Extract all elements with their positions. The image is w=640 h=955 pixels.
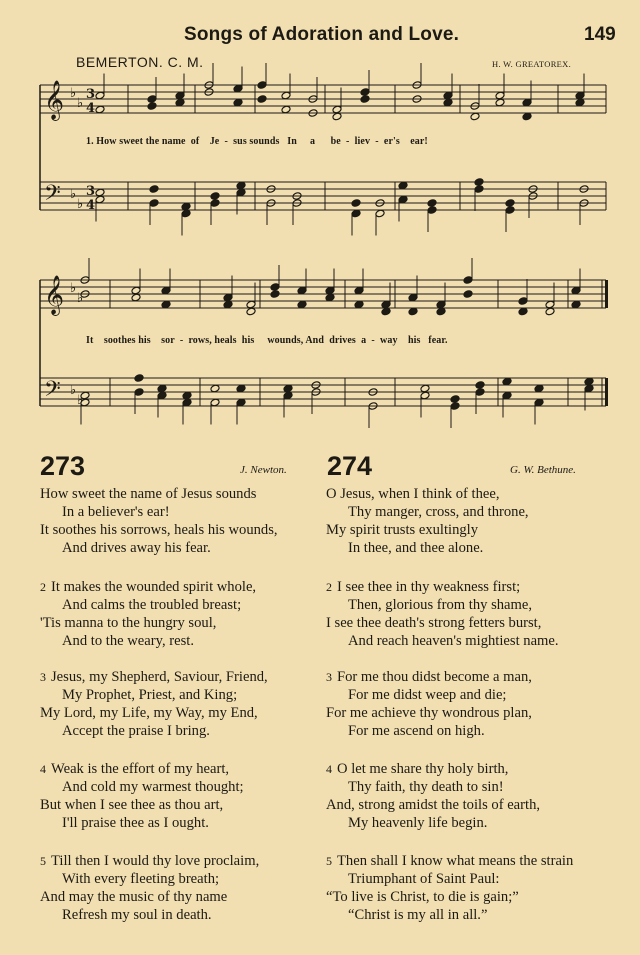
- flat-icon: ♭: [70, 86, 77, 101]
- note-head: [463, 276, 473, 285]
- stanza-line: [40, 870, 259, 888]
- note-head: [427, 206, 437, 215]
- stanza-text: My heavenly life begin.: [348, 815, 488, 831]
- stanza-line: [326, 852, 573, 870]
- stanza-273-1: [40, 485, 278, 557]
- stanza-line: [326, 686, 532, 704]
- stanza-line: [40, 521, 278, 539]
- note-head: [236, 398, 246, 407]
- note-head: [157, 391, 167, 400]
- stanza-text: O let me share thy holy birth,: [337, 761, 509, 777]
- stanza-text: And drives away his fear.: [62, 540, 211, 556]
- note-head: [233, 98, 243, 107]
- stanza-text: Accept the praise I bring.: [62, 723, 210, 739]
- lyrics-line-1: 1. How sweet the name of Je - sus sounds In a be - liev - er's ear!: [86, 136, 428, 147]
- note-head: [210, 398, 220, 407]
- stanza-line: [40, 578, 256, 596]
- flat-icon: ♭: [77, 291, 84, 306]
- stanza-number: 4: [326, 762, 332, 776]
- note-head: [236, 188, 246, 197]
- note-head: [571, 300, 581, 309]
- note-head: [182, 391, 192, 400]
- note-head: [281, 105, 291, 114]
- note-head: [175, 98, 185, 107]
- note-head: [134, 388, 144, 397]
- note-head: [325, 293, 335, 302]
- stanza-line: [326, 539, 529, 557]
- stanza-text: And cold my warmest thought;: [62, 779, 244, 795]
- stanza-number: 4: [40, 762, 46, 776]
- stanza-text: And, strong amidst the toils of earth,: [326, 797, 541, 813]
- hymn-number-273: 273: [40, 451, 86, 481]
- stanza-number: 5: [326, 854, 332, 868]
- note-head: [161, 300, 171, 309]
- stanza-text: Thy manger, cross, and throne,: [348, 504, 529, 520]
- treble-clef-icon: 𝄞: [44, 80, 65, 120]
- final-bar-line: [605, 280, 608, 308]
- note-head: [420, 384, 430, 393]
- note-head: [463, 290, 473, 299]
- stanza-line: [326, 814, 540, 832]
- note-head: [95, 188, 105, 197]
- note-head: [518, 307, 528, 316]
- note-head: [545, 300, 555, 309]
- stanza-line: [40, 614, 256, 632]
- note-head: [381, 307, 391, 316]
- note-head: [161, 286, 171, 295]
- note-head: [131, 293, 141, 302]
- stanza-line: [40, 778, 244, 796]
- stanza-text: My spirit trusts exultingly: [326, 522, 479, 538]
- note-head: [149, 199, 159, 208]
- stanza-line: [40, 704, 268, 722]
- note-head: [210, 199, 220, 208]
- note-head: [95, 105, 105, 114]
- stanza-line: [40, 814, 244, 832]
- flat-icon: ♭: [70, 187, 77, 202]
- stanza-273-2: [40, 578, 256, 650]
- note-head: [475, 388, 485, 397]
- stanza-line: [326, 596, 559, 614]
- note-head: [408, 307, 418, 316]
- stanza-text: Weak is the effort of my heart,: [51, 761, 230, 777]
- stanza-line: [326, 503, 529, 521]
- stanza-273-3: [40, 668, 268, 740]
- note-head: [281, 91, 291, 100]
- note-head: [297, 300, 307, 309]
- note-head: [354, 286, 364, 295]
- stanza-text: It soothes his sorrows, heals his wounds,: [40, 522, 278, 538]
- stanza-273-4: [40, 760, 244, 832]
- stanza-line: [326, 760, 540, 778]
- note-head: [408, 293, 418, 302]
- stanza-text: For me didst weep and die;: [348, 687, 507, 703]
- note-head: [398, 181, 408, 190]
- stanza-text: Till then I would thy love proclaim,: [51, 853, 260, 869]
- note-head: [181, 209, 191, 218]
- note-head: [575, 98, 585, 107]
- flat-icon: ♭: [77, 393, 84, 408]
- hymn-number-274: 274: [327, 451, 373, 481]
- note-head: [354, 300, 364, 309]
- note-head: [474, 185, 484, 194]
- stanza-text: With every fleeting breath;: [62, 871, 220, 887]
- note-head: [233, 84, 243, 93]
- note-head: [522, 112, 532, 121]
- treble-clef-icon: 𝄞: [44, 275, 65, 315]
- note-head: [223, 293, 233, 302]
- note-head: [283, 391, 293, 400]
- note-head: [381, 300, 391, 309]
- stanza-text: In thee, and thee alone.: [348, 540, 484, 556]
- hymn-author-273: J. Newton.: [240, 464, 287, 476]
- note-head: [534, 384, 544, 393]
- stanza-text: I see thee in thy weakness first;: [337, 579, 521, 595]
- note-head: [134, 374, 144, 383]
- note-head: [545, 307, 555, 316]
- stanza-text: How sweet the name of Jesus sounds: [40, 486, 257, 502]
- stanza-274-2: [326, 578, 559, 650]
- stanza-line: [326, 778, 540, 796]
- stanza-text: For me ascend on high.: [348, 723, 485, 739]
- note-head: [149, 185, 159, 194]
- note-head: [147, 102, 157, 111]
- stanza-text: O Jesus, when I think of thee,: [326, 486, 500, 502]
- stanza-line: [40, 632, 256, 650]
- stanza-text: Thy faith, thy death to sin!: [348, 779, 504, 795]
- note-head: [505, 199, 515, 208]
- note-head: [420, 391, 430, 400]
- page-title: Songs of Adoration and Love.: [184, 24, 460, 45]
- note-head: [283, 384, 293, 393]
- flat-icon: ♭: [77, 197, 84, 212]
- note-head: [257, 81, 267, 90]
- note-head: [495, 98, 505, 107]
- note-head: [325, 286, 335, 295]
- stanza-text: My Prophet, Priest, and King;: [62, 687, 238, 703]
- note-head: [223, 300, 233, 309]
- note-head: [450, 395, 460, 404]
- note-head: [436, 300, 446, 309]
- note-head: [157, 384, 167, 393]
- note-head: [182, 398, 192, 407]
- stanza-text: And reach heaven's mightiest name.: [348, 633, 559, 649]
- note-head: [443, 98, 453, 107]
- stanza-text: Then shall I know what means the strain: [337, 853, 574, 869]
- note-head: [495, 91, 505, 100]
- stanza-line: [326, 722, 532, 740]
- time-signature: 3: [86, 184, 96, 199]
- stanza-line: [40, 539, 278, 557]
- note-head: [571, 286, 581, 295]
- note-head: [246, 307, 256, 316]
- stanza-text: And to the weary, rest.: [62, 633, 194, 649]
- note-head: [257, 95, 267, 104]
- stanza-line: [40, 686, 268, 704]
- note-head: [95, 91, 105, 100]
- note-head: [584, 384, 594, 393]
- stanza-line: [326, 578, 559, 596]
- note-head: [360, 88, 370, 97]
- tune-name: BEMERTON. C. M.: [76, 54, 204, 70]
- time-signature: 4: [86, 198, 96, 213]
- note-head: [236, 181, 246, 190]
- stanza-text: Jesus, my Shepherd, Saviour, Friend,: [51, 669, 268, 685]
- note-head: [351, 199, 361, 208]
- stanza-line: [326, 888, 573, 906]
- note-head: [427, 199, 437, 208]
- note-head: [475, 381, 485, 390]
- flat-icon: ♭: [70, 281, 77, 296]
- note-head: [270, 290, 280, 299]
- note-head: [375, 209, 385, 218]
- note-head: [147, 95, 157, 104]
- stanza-line: [326, 668, 532, 686]
- flat-icon: ♭: [70, 383, 77, 398]
- note-head: [332, 105, 342, 114]
- stanza-text: For me thou didst become a man,: [337, 669, 532, 685]
- final-bar-line: [605, 378, 608, 406]
- note-head: [518, 297, 528, 306]
- stanza-number: 2: [40, 580, 46, 594]
- bass-clef-icon: 𝄢: [44, 377, 61, 407]
- time-signature: 3: [86, 87, 96, 102]
- stanza-text: But when I see thee as thou art,: [40, 797, 224, 813]
- stanza-line: [326, 614, 559, 632]
- stanza-line: [326, 485, 529, 503]
- stanza-text: I see thee death's strong fetters burst,: [326, 615, 542, 631]
- stanza-number: 3: [326, 670, 332, 684]
- stanza-line: [326, 906, 573, 924]
- note-head: [575, 91, 585, 100]
- flat-icon: ♭: [77, 96, 84, 111]
- note-head: [175, 91, 185, 100]
- hymn-author-274: G. W. Bethune.: [510, 464, 576, 476]
- stanza-line: [40, 760, 244, 778]
- stanza-273-5: [40, 852, 259, 924]
- note-head: [246, 300, 256, 309]
- page-number: 149: [584, 24, 616, 45]
- note-head: [534, 398, 544, 407]
- note-head: [505, 206, 515, 215]
- composer-credit: H. W. GREATOREX.: [492, 59, 572, 69]
- time-signature: 4: [86, 101, 96, 116]
- lyrics-line-2: It soothes his sor - rows, heals his wounds, And drives a - way his fear.: [86, 335, 448, 346]
- stanza-text: “Christ is my all in all.”: [348, 907, 488, 923]
- stanza-line: [40, 596, 256, 614]
- stanza-text: Then, glorious from thy shame,: [348, 597, 533, 613]
- stanza-line: [40, 852, 259, 870]
- note-head: [584, 377, 594, 386]
- note-head: [436, 307, 446, 316]
- note-head: [236, 384, 246, 393]
- stanza-line: [326, 796, 540, 814]
- note-head: [297, 286, 307, 295]
- note-head: [95, 195, 105, 204]
- note-head: [332, 112, 342, 121]
- stanza-text: For me achieve thy wondrous plan,: [326, 705, 532, 721]
- stanza-line: [40, 503, 278, 521]
- bass-clef-icon: 𝄢: [44, 181, 61, 211]
- stanza-number: 3: [40, 670, 46, 684]
- stanza-274-4: [326, 760, 540, 832]
- note-head: [131, 286, 141, 295]
- stanza-number: 5: [40, 854, 46, 868]
- note-head: [270, 283, 280, 292]
- stanza-text: Refresh my soul in death.: [62, 907, 212, 923]
- note-head: [522, 98, 532, 107]
- stanza-274-1: [326, 485, 529, 557]
- stanza-text: Triumphant of Saint Paul:: [348, 871, 500, 887]
- stanza-text: My Lord, my Life, my Way, my End,: [40, 705, 258, 721]
- note-head: [470, 112, 480, 121]
- note-head: [351, 209, 361, 218]
- note-head: [474, 178, 484, 187]
- stanza-line: [326, 521, 529, 539]
- note-head: [210, 384, 220, 393]
- stanza-line: [40, 888, 259, 906]
- music-score: [0, 0, 640, 430]
- note-head: [502, 377, 512, 386]
- stanza-274-5: [326, 852, 573, 924]
- note-head: [443, 91, 453, 100]
- stanza-text: And may the music of thy name: [40, 889, 228, 905]
- stanza-text: And calms the troubled breast;: [62, 597, 242, 613]
- note-head: [398, 195, 408, 204]
- stanza-274-3: [326, 668, 532, 740]
- stanza-line: [40, 485, 278, 503]
- stanza-text: 'Tis manna to the hungry soul,: [40, 615, 217, 631]
- stanza-line: [326, 704, 532, 722]
- stanza-text: “To live is Christ, to die is gain;”: [326, 889, 519, 905]
- stanza-line: [326, 632, 559, 650]
- stanza-text: It makes the wounded spirit whole,: [51, 579, 257, 595]
- stanza-number: 2: [326, 580, 332, 594]
- stanza-text: In a believer's ear!: [62, 504, 170, 520]
- stanza-line: [40, 668, 268, 686]
- note-head: [181, 202, 191, 211]
- stanza-line: [40, 796, 244, 814]
- stanza-line: [326, 870, 573, 888]
- note-head: [502, 391, 512, 400]
- stanza-text: I'll praise thee as I ought.: [62, 815, 209, 831]
- stanza-line: [40, 722, 268, 740]
- stanza-line: [40, 906, 259, 924]
- note-head: [450, 402, 460, 411]
- note-head: [210, 192, 220, 201]
- note-head: [360, 95, 370, 104]
